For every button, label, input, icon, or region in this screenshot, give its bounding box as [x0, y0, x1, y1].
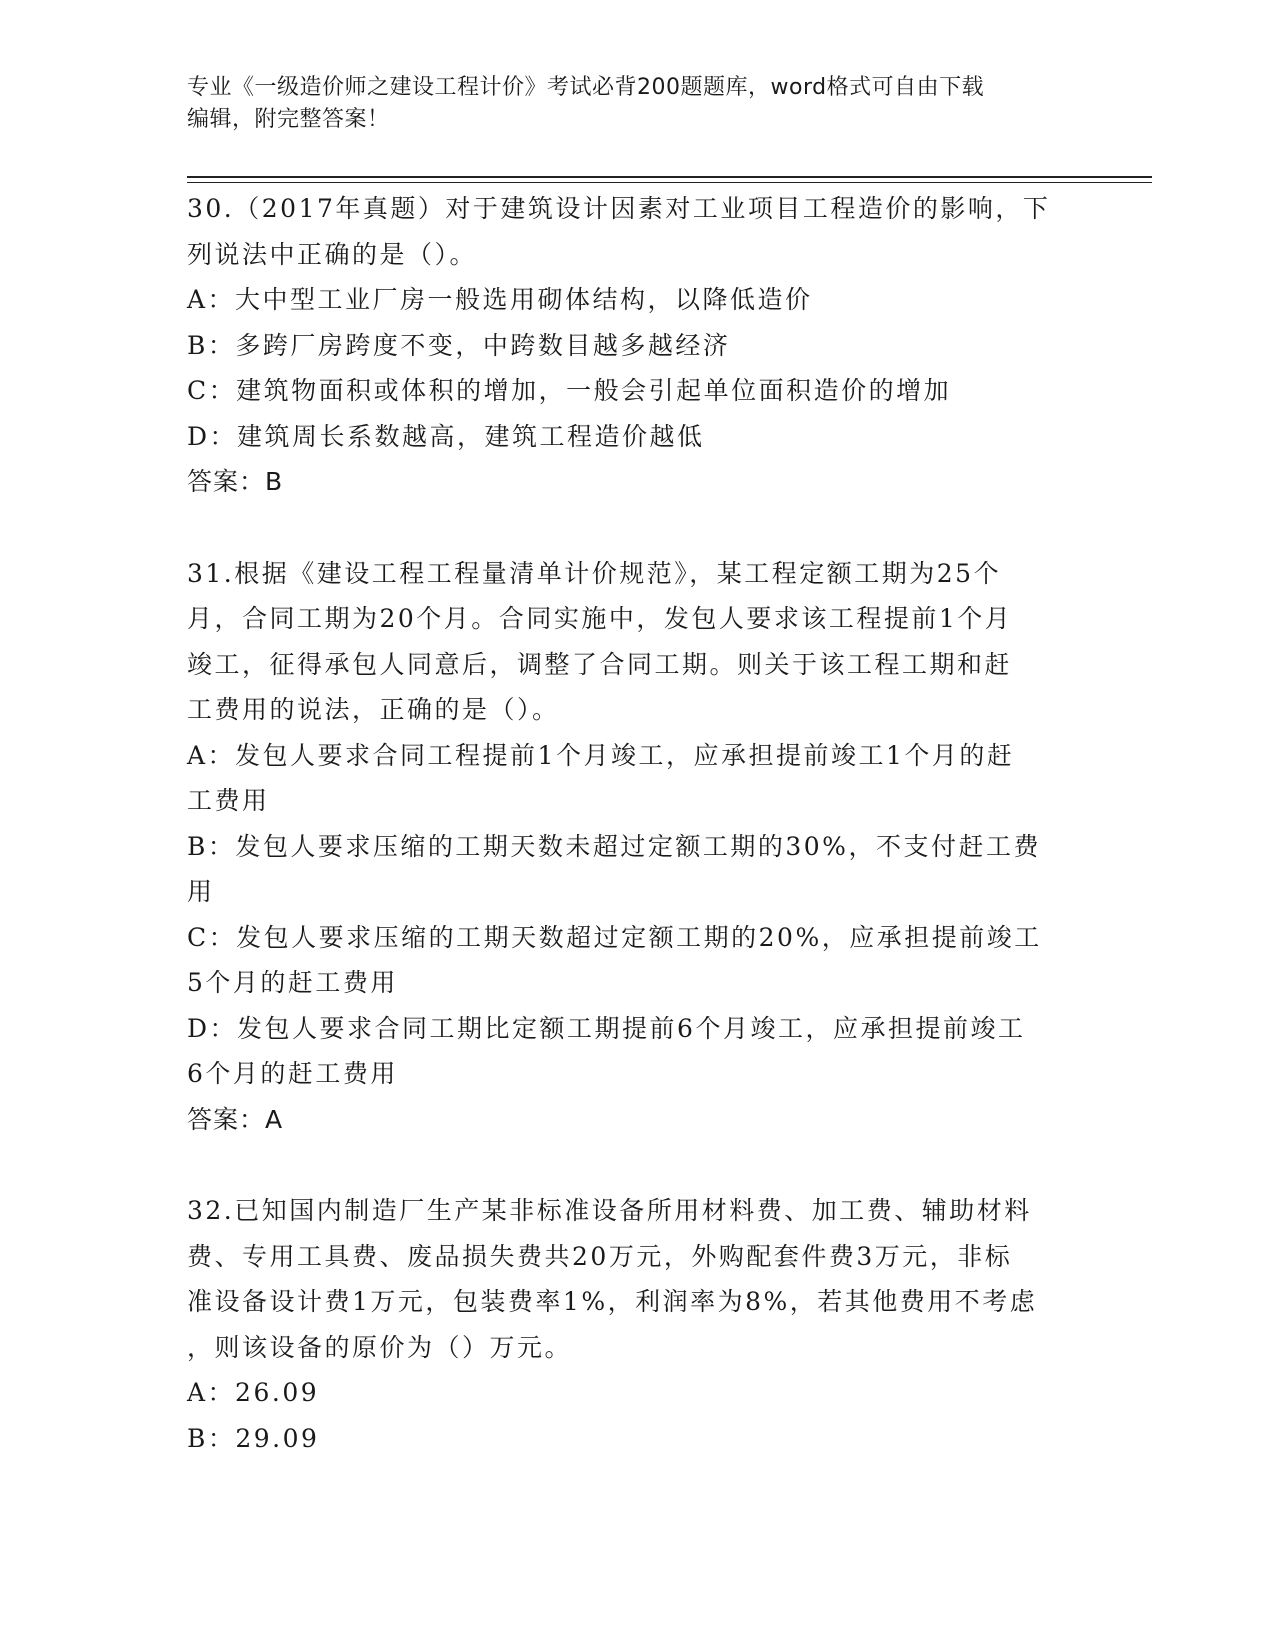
question-30 — [187, 186, 1087, 505]
question-list — [187, 186, 1087, 1461]
option-a-cont: 工费用 — [187, 786, 270, 815]
question-stem-line: 竣工，征得承包人同意后，调整了合同工期。则关于该工程工期和赶 — [187, 649, 1013, 679]
question-stem-line: 费、专用工具费、废品损失费共20万元，外购配套件费3万元，非标 — [187, 1241, 1013, 1271]
option-a: A：26.09 — [187, 1378, 320, 1407]
option-b-cont: 用 — [187, 877, 215, 906]
question-stem-line: 30.（2017年真题）对于建筑设计因素对工业项目工程造价的影响，下 — [187, 194, 1051, 223]
header-line: 编辑，附完整答案！ — [187, 107, 390, 132]
answer-line: 答案：B — [187, 467, 284, 496]
answer-line: 答案：A — [187, 1104, 284, 1134]
option-a: A：发包人要求合同工程提前1个月竣工，应承担提前竣工1个月的赶 — [187, 740, 1015, 770]
option-b: B：29.09 — [187, 1423, 320, 1453]
question-stem-line: 准设备设计费1万元，包装费率1%，利润率为8%，若其他费用不考虑 — [187, 1287, 1038, 1316]
question-stem-line: 32.已知国内制造厂生产某非标准设备所用材料费、加工费、辅助材料 — [187, 1196, 1032, 1225]
option-d: D：发包人要求合同工期比定额工期提前6个月竣工，应承担提前竣工 — [187, 1013, 1026, 1043]
option-d: D：建筑周长系数越高，建筑工程造价越低 — [187, 421, 705, 451]
question-31 — [187, 551, 1087, 1143]
page-header — [187, 72, 1067, 136]
option-d-cont: 6个月的赶工费用 — [187, 1059, 398, 1088]
option-b: B：发包人要求压缩的工期天数未超过定额工期的30%，不支付赶工费 — [187, 831, 1041, 861]
question-32 — [187, 1188, 1087, 1461]
option-b: B：多跨厂房跨度不变，中跨数目越多越经济 — [187, 330, 731, 360]
question-stem-line: 工费用的说法，正确的是（）。 — [187, 695, 560, 724]
option-c-cont: 5个月的赶工费用 — [187, 968, 398, 997]
header-rule-thin — [187, 182, 1152, 183]
question-stem-line: ，则该设备的原价为（）万元。 — [187, 1332, 573, 1362]
option-c: C：建筑物面积或体积的增加，一般会引起单位面积造价的增加 — [187, 376, 952, 405]
question-stem-line: 列说法中正确的是（）。 — [187, 239, 478, 269]
option-c: C：发包人要求压缩的工期天数超过定额工期的20%，应承担提前竣工 — [187, 922, 1042, 952]
header-line: 专业《一级造价师之建设工程计价》考试必背200题题库，word格式可自由下载 — [187, 75, 985, 100]
question-stem-line: 月，合同工期为20个月。合同实施中，发包人要求该工程提前1个月 — [187, 604, 1013, 633]
question-stem-line: 31.根据《建设工程工程量清单计价规范》，某工程定额工期为25个 — [187, 558, 1002, 588]
header-rule-thick — [187, 176, 1152, 178]
option-a: A：大中型工业厂房一般选用砌体结构，以降低造价 — [187, 285, 813, 314]
